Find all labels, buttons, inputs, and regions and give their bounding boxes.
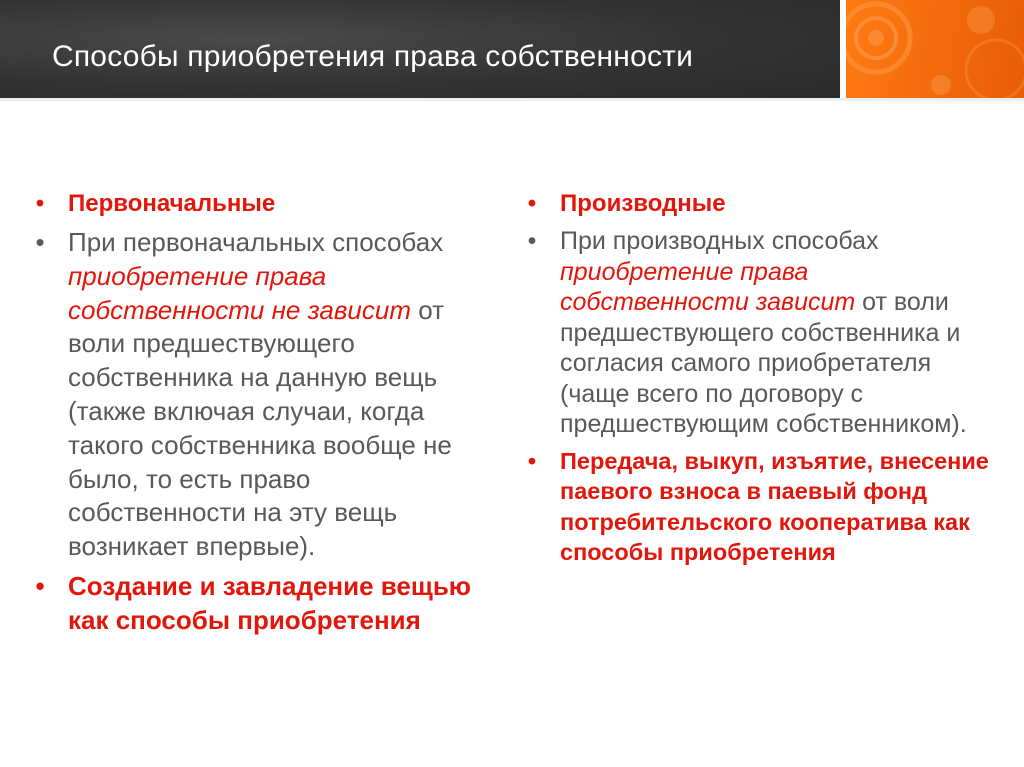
right-body-post: от воли предшествующего собственника и согласия самого приобретателя (чаще всего по договору с предшествующим собственником).	[560, 288, 967, 438]
right-heading-item	[522, 188, 992, 220]
left-summary-item	[30, 570, 490, 638]
right-body-emphasis: приобретение права собственности зависит	[560, 257, 856, 316]
right-summary-item	[522, 446, 992, 568]
left-body-pre: При первоначальных способах	[68, 227, 444, 257]
right-body-item	[522, 226, 992, 440]
bullet-icon: •	[35, 227, 45, 257]
right-body-pre: При производных способах	[560, 227, 879, 255]
left-heading: Первоначальные	[68, 190, 276, 217]
decorative-circles-graphic	[846, 0, 1024, 98]
left-body-emphasis: приобретение права собственности не зависит	[68, 260, 412, 325]
right-body-text	[560, 227, 967, 438]
title-bar	[0, 0, 840, 98]
bullet-icon: •	[35, 570, 45, 601]
original-methods-column	[30, 188, 490, 644]
left-summary: Создание и завладение вещью как способы приобретения	[68, 570, 471, 635]
right-heading: Производные	[560, 190, 726, 217]
left-body-text	[68, 227, 452, 561]
left-body-post: от воли предшествующего собственника на данную вещь (также включая случаи, когда такого собственника вообще не было, то есть право собственности на эту вещь возникает впервые).	[68, 294, 452, 562]
bullet-icon: •	[527, 190, 537, 217]
left-body-item	[30, 226, 490, 564]
left-heading-item	[30, 188, 490, 220]
derivative-methods-column	[522, 188, 992, 574]
slide-title: Способы приобретения права собственности	[52, 40, 694, 73]
header-divider	[0, 98, 1024, 101]
right-summary: Передача, выкуп, изъятие, внесение паевого взноса в паевый фонд потребительского кооператива как способы приобретения	[560, 447, 989, 565]
bullet-icon: •	[35, 190, 45, 217]
accent-block	[846, 0, 1024, 98]
bullet-icon: •	[527, 447, 537, 474]
bullet-icon: •	[527, 227, 537, 255]
